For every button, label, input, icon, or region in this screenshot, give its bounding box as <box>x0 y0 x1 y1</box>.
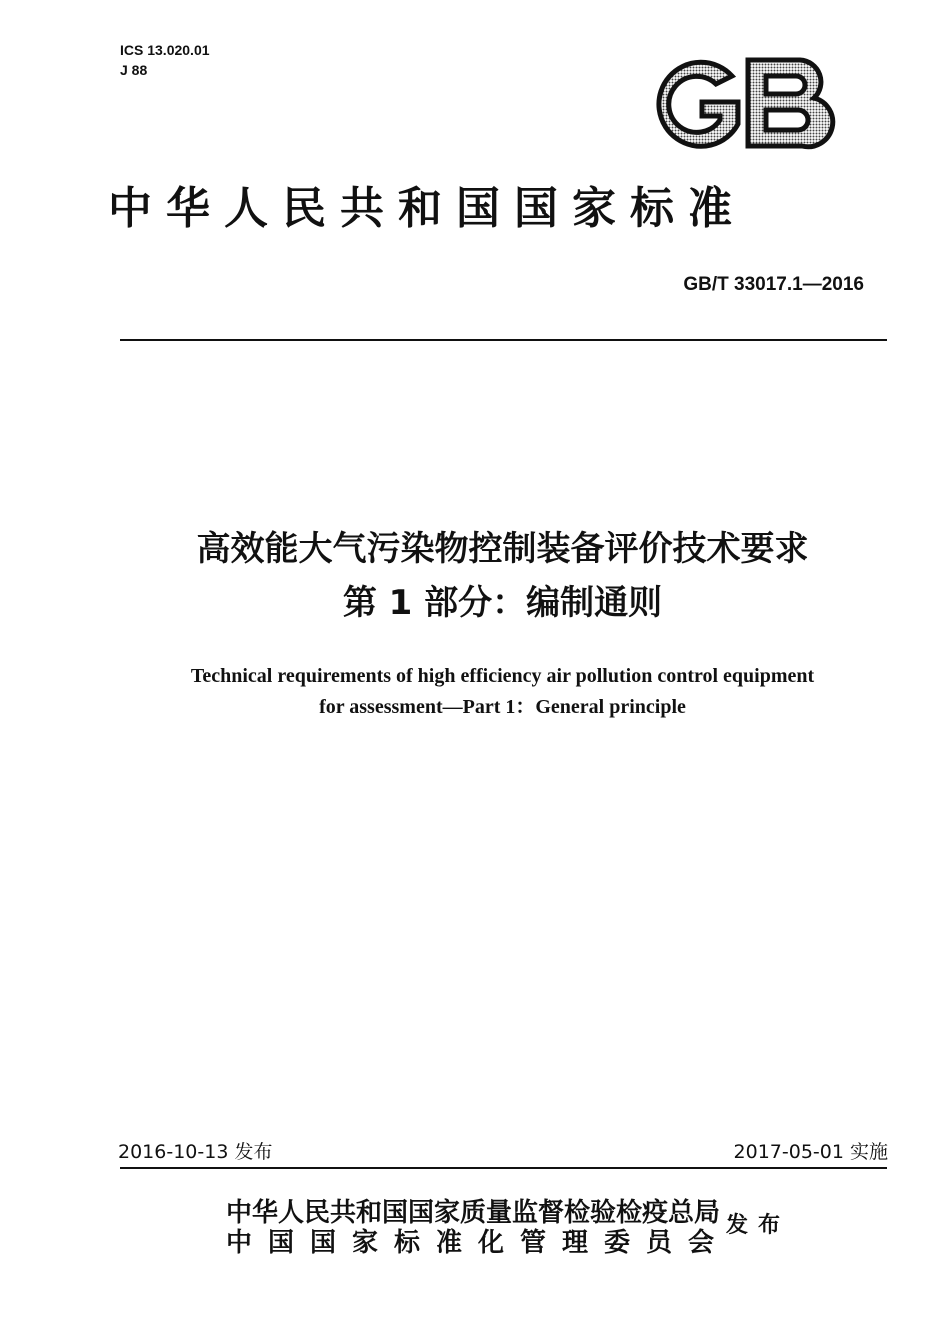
implementation-date: 2017-05-01 实施 <box>733 1141 888 1163</box>
ics-code: ICS 13.020.01 <box>120 42 210 58</box>
title-cn-line1: 高效能大气污染物控制装备评价技术要求 <box>196 529 809 569</box>
issue-date: 2016-10-13 发布 <box>118 1141 273 1163</box>
standard-number: GB/T 33017.1—2016 <box>683 274 864 295</box>
top-divider <box>120 339 887 341</box>
title-en-line2: for assessment—Part 1：General principle <box>319 696 686 718</box>
publisher-org1: 中华人民共和国国家质量监督检验检疫总局 <box>226 1198 721 1228</box>
standard-category: 中华人民共和国国家标准 <box>108 183 746 234</box>
gb-logo <box>650 54 838 152</box>
publish-label: 发布 <box>726 1213 791 1238</box>
classification-code: J 88 <box>120 62 148 78</box>
title-cn-line2: 第 1 部分：编制通则 <box>342 583 663 623</box>
title-en-line1: Technical requirements of high efficiency air pollution control equipment <box>190 665 815 687</box>
bottom-divider <box>120 1167 887 1169</box>
publisher-org2: 中国国家标准化管理委员会 <box>226 1228 731 1258</box>
